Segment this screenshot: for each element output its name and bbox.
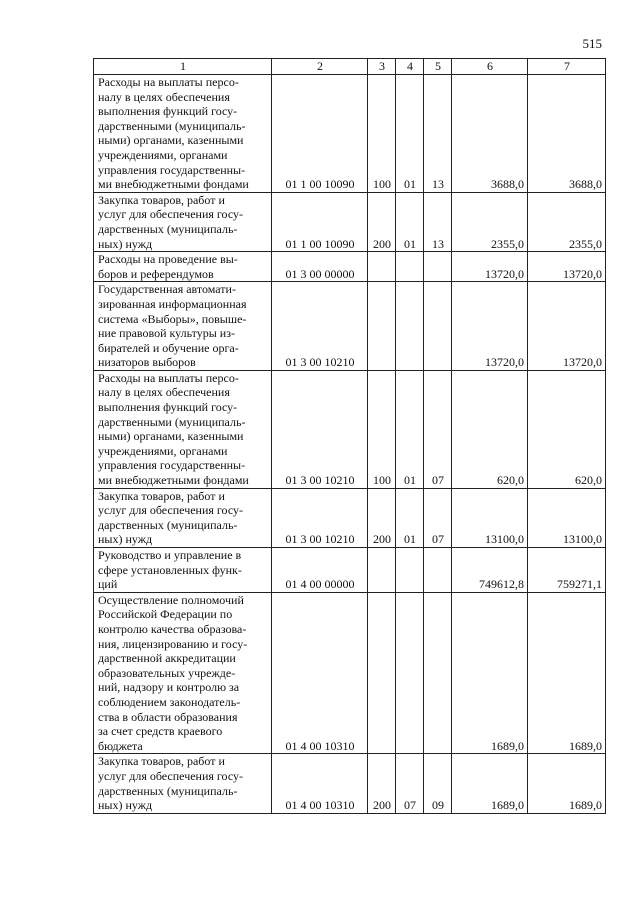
description-line: Закупка товаров, работ и [98, 192, 225, 207]
amount-col-6-cell: 3688,0 [452, 75, 528, 193]
section-cell: 01 [396, 192, 424, 251]
description-line: налу в целях обеспечения [98, 89, 230, 104]
description-line: Руководство и управление в [98, 548, 242, 562]
description-line: ными) органами, казенными [98, 429, 244, 444]
amount-col-7-cell: 759271,1 [528, 548, 606, 593]
target-code-cell: 01 3 00 10210 [272, 370, 368, 488]
section-cell [396, 252, 424, 282]
header-row [94, 59, 606, 75]
table-row [94, 592, 606, 754]
section-cell [396, 592, 424, 754]
subsection-cell: 13 [424, 192, 452, 251]
row-description [94, 370, 272, 488]
row-description [94, 488, 272, 547]
description-line: соблюдением законодатель- [98, 694, 241, 709]
amount-col-6-cell: 13720,0 [452, 282, 528, 371]
description-line: выполнения функций госу- [98, 400, 238, 415]
description-line: Государственная автомати- [98, 282, 236, 297]
col-header-3: 3 [368, 59, 396, 75]
target-code-cell: 01 3 00 00000 [272, 252, 368, 282]
description-line: ных) нужд [98, 798, 153, 813]
description-line: бирателей и обучение орга- [98, 340, 239, 355]
description-line: управления государственны- [98, 162, 246, 177]
description-line: ства в области образования [98, 709, 238, 724]
expense-type-cell: 200 [368, 754, 396, 813]
subsection-cell [424, 592, 452, 754]
table-row [94, 370, 606, 488]
row-description [94, 192, 272, 251]
amount-col-7-cell: 13720,0 [528, 252, 606, 282]
amount-col-6-cell: 749612,8 [452, 548, 528, 593]
row-description [94, 754, 272, 813]
description-line: налу в целях обеспечения [98, 385, 230, 400]
description-line: система «Выборы», повыше- [98, 311, 247, 326]
amount-col-7-cell: 2355,0 [528, 192, 606, 251]
description-line: ных) нужд [98, 532, 153, 547]
description-line: дарственными (муниципаль- [98, 118, 246, 133]
description-line: Расходы на выплаты персо- [98, 370, 239, 385]
amount-col-7-cell: 1689,0 [528, 592, 606, 754]
description-line: услуг для обеспечения госу- [98, 503, 244, 518]
amount-col-6-cell: 620,0 [452, 370, 528, 488]
description-line: за счет средств краевого [98, 724, 223, 739]
amount-col-6-cell: 2355,0 [452, 192, 528, 251]
description-line: Закупка товаров, работ и [98, 754, 225, 769]
target-code-cell: 01 3 00 10210 [272, 488, 368, 547]
col-header-4: 4 [396, 59, 424, 75]
description-line: зированная информационная [98, 296, 247, 311]
table-row [94, 252, 606, 282]
description-line: дарственных (муниципаль- [98, 517, 238, 532]
description-line: Закупка товаров, работ и [98, 488, 225, 503]
description-line: сфере установленных функ- [98, 562, 242, 577]
row-description [94, 592, 272, 754]
subsection-cell: 13 [424, 75, 452, 193]
col-header-5: 5 [424, 59, 452, 75]
col-header-6: 6 [452, 59, 528, 75]
expense-type-cell: 100 [368, 75, 396, 193]
table-row [94, 282, 606, 371]
row-description [94, 548, 272, 593]
description-line: услуг для обеспечения госу- [98, 768, 244, 783]
description-line: ми внебюджетными фондами [98, 177, 249, 192]
expense-type-cell [368, 548, 396, 593]
description-line: дарственной аккредитации [98, 651, 236, 666]
description-line: боров и референдумов [98, 266, 214, 281]
section-cell: 07 [396, 754, 424, 813]
description-line: контролю качества образова- [98, 621, 247, 636]
description-line: Расходы на выплаты персо- [98, 75, 239, 89]
description-line: ние правовой культуры из- [98, 326, 235, 341]
col-header-1: 1 [94, 59, 272, 75]
description-line: бюджета [98, 738, 143, 753]
section-cell [396, 282, 424, 371]
table-row [94, 192, 606, 251]
expense-type-cell: 200 [368, 192, 396, 251]
budget-table [93, 58, 606, 814]
target-code-cell: 01 4 00 10310 [272, 592, 368, 754]
subsection-cell [424, 282, 452, 371]
description-line: услуг для обеспечения госу- [98, 207, 244, 222]
row-description [94, 282, 272, 371]
amount-col-6-cell: 1689,0 [452, 754, 528, 813]
section-cell: 01 [396, 75, 424, 193]
table-row [94, 754, 606, 813]
table-row [94, 75, 606, 193]
page-number: 515 [582, 36, 602, 51]
target-code-cell: 01 4 00 00000 [272, 548, 368, 593]
amount-col-7-cell: 13720,0 [528, 282, 606, 371]
description-line: низаторов выборов [98, 355, 196, 370]
expense-type-cell: 200 [368, 488, 396, 547]
description-line: ний, надзору и контролю за [98, 680, 240, 695]
target-code-cell: 01 1 00 10090 [272, 192, 368, 251]
amount-col-7-cell: 1689,0 [528, 754, 606, 813]
expense-type-cell: 100 [368, 370, 396, 488]
description-line: дарственными (муниципаль- [98, 414, 246, 429]
target-code-cell: 01 1 00 10090 [272, 75, 368, 193]
amount-col-7-cell: 620,0 [528, 370, 606, 488]
subsection-cell [424, 252, 452, 282]
description-line: ми внебюджетными фондами [98, 473, 249, 488]
description-line: ния, лицензированию и госу- [98, 636, 248, 651]
section-cell [396, 548, 424, 593]
amount-col-7-cell: 3688,0 [528, 75, 606, 193]
subsection-cell: 07 [424, 370, 452, 488]
amount-col-7-cell: 13100,0 [528, 488, 606, 547]
target-code-cell: 01 3 00 10210 [272, 282, 368, 371]
amount-col-6-cell: 13720,0 [452, 252, 528, 282]
row-description [94, 252, 272, 282]
table-row [94, 548, 606, 593]
description-line: учреждениями, органами [98, 443, 228, 458]
subsection-cell: 09 [424, 754, 452, 813]
description-line: образовательных учрежде- [98, 665, 236, 680]
description-line: ных) нужд [98, 236, 153, 251]
expense-type-cell [368, 592, 396, 754]
amount-col-6-cell: 1689,0 [452, 592, 528, 754]
table-row [94, 488, 606, 547]
subsection-cell: 07 [424, 488, 452, 547]
col-header-2: 2 [272, 59, 368, 75]
description-line: Расходы на проведение вы- [98, 252, 238, 267]
description-line: учреждениями, органами [98, 147, 228, 162]
description-line: ций [98, 577, 118, 592]
target-code-cell: 01 4 00 10310 [272, 754, 368, 813]
section-cell: 01 [396, 370, 424, 488]
row-description [94, 75, 272, 193]
description-line: Осуществление полномочий [98, 592, 244, 607]
description-line: выполнения функций госу- [98, 104, 238, 119]
description-line: ными) органами, казенными [98, 133, 244, 148]
description-line: Российской Федерации по [98, 607, 233, 622]
table-body [94, 75, 606, 814]
expense-type-cell [368, 282, 396, 371]
expense-type-cell [368, 252, 396, 282]
section-cell: 01 [396, 488, 424, 547]
description-line: управления государственны- [98, 458, 246, 473]
col-header-7: 7 [528, 59, 606, 75]
description-line: дарственных (муниципаль- [98, 783, 238, 798]
amount-col-6-cell: 13100,0 [452, 488, 528, 547]
subsection-cell [424, 548, 452, 593]
description-line: дарственных (муниципаль- [98, 221, 238, 236]
